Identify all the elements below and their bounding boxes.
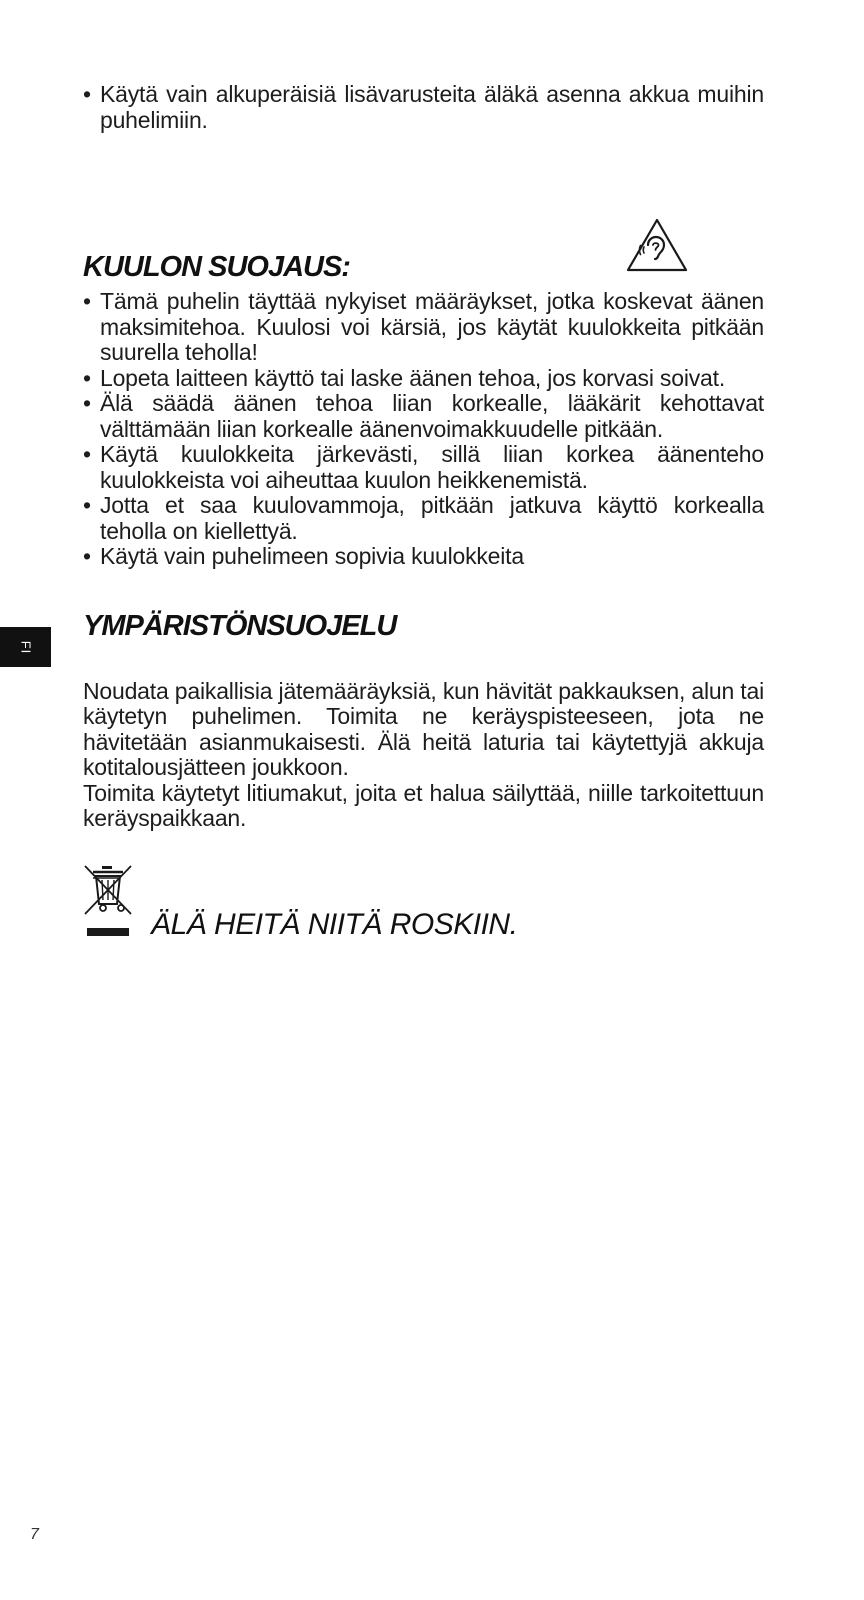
environment-heading: YMPÄRISTÖNSUOJELU bbox=[83, 609, 397, 642]
page-number: 7 bbox=[30, 1526, 39, 1543]
list-item: • Lopeta laitteen käyttö tai laske äänen tehoa, jos korvasi soivat. bbox=[83, 366, 764, 392]
crossed-out-wheelie-bin-icon bbox=[83, 864, 133, 940]
environment-text bbox=[83, 679, 764, 832]
hearing-bullet-list bbox=[83, 289, 764, 570]
paragraph: Toimita käytetyt litiumakut, joita et halua säilyttää, niille tarkoitettuun keräyspaikkaan. bbox=[83, 779, 764, 831]
hearing-header bbox=[83, 169, 764, 289]
intro-bullet-list bbox=[83, 82, 764, 133]
ear-warning-triangle-icon bbox=[625, 217, 689, 273]
list-item: • Jotta et saa kuulovammoja, pitkään jatkuva käyttö korkealla teholla on kiellettyä. bbox=[83, 493, 764, 544]
paragraph: Noudata paikallisia jätemääräyksiä, kun hävität pakkauksen, alun tai käytetyn puhelimen. Toimita ne keräyspisteeseen, jota ne hävitetään asianmukaisesti. Älä heitä laturia tai käytettyjä akkuja kotitalousjätteen joukkoon. bbox=[83, 677, 764, 780]
list-item: • Älä säädä äänen tehoa liian korkealle, lääkärit kehottavat välttämään liian korkealle äänenvoimakkuudelle pitkään. bbox=[83, 391, 764, 442]
disposal-warning bbox=[83, 864, 764, 944]
language-tab-label: FI bbox=[18, 640, 33, 654]
language-tab bbox=[0, 627, 51, 667]
list-item: • Tämä puhelin täyttää nykyiset määräykset, jotka koskevat äänen maksimitehoa. Kuulosi voi kärsiä, jos käytät kuulokkeita pitkään suurella teholla! bbox=[83, 289, 764, 366]
list-item: • Käytä vain puhelimeen sopivia kuulokkeita bbox=[83, 544, 764, 570]
page-content bbox=[83, 82, 764, 944]
bin-warning-text: ÄLÄ HEITÄ NIITÄ ROSKIIN. bbox=[151, 907, 518, 941]
hearing-heading: KUULON SUOJAUS: bbox=[83, 251, 350, 283]
list-item: • Käytä vain alkuperäisiä lisävarusteita äläkä asenna akkua muihin puhelimiin. bbox=[83, 82, 764, 133]
list-item: • Käytä kuulokkeita järkevästi, sillä liian korkea äänenteho kuulokkeista voi aiheuttaa kuulon heikkenemistä. bbox=[83, 442, 764, 493]
